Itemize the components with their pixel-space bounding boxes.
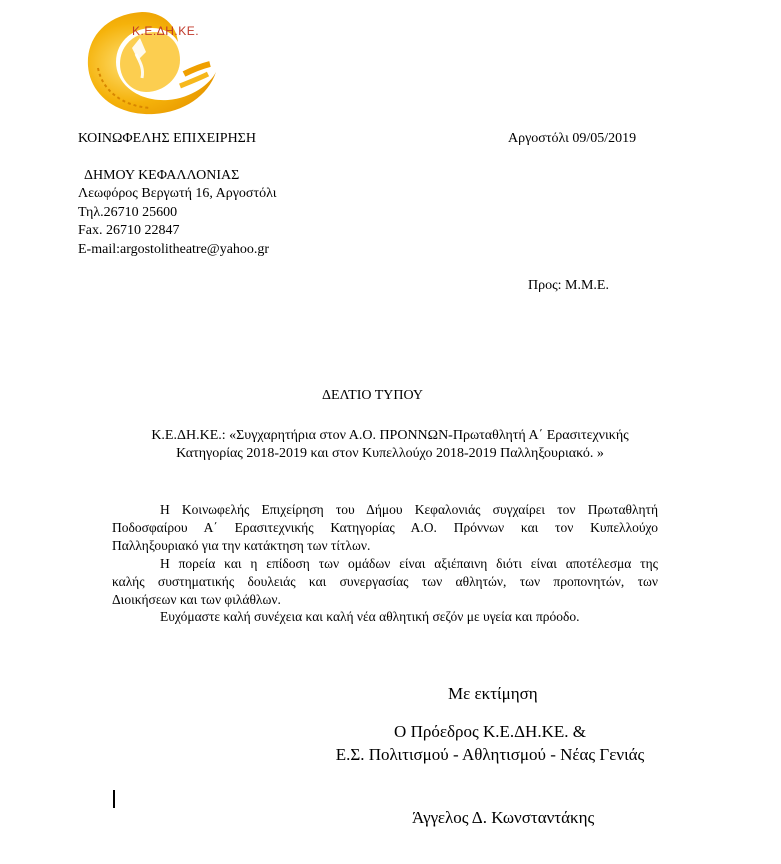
subject-line2: Κατηγορίας 2018-2019 και στον Κυπελλούχο 2018-2019 Παλληξουριακό. »: [176, 446, 604, 461]
body-p1-line: Ποδοσφαίρου Α΄ Ερασιτεχνικής Κατηγορίας Α.Ο. Πρόννων και τον Κυπελλούχο: [112, 520, 658, 535]
org-name-line2: ΔΗΜΟΥ ΚΕΦΑΛΛΟΝΙΑΣ: [84, 168, 240, 183]
signer-role-line2: Ε.Σ. Πολιτισμού - Αθλητισμού - Νέας Γενιάς: [335, 745, 645, 764]
logo-text: Κ.Ε.ΔΗ.ΚΕ.: [132, 24, 200, 38]
email: E-mail:argostolitheatre@yahoo.gr: [78, 242, 270, 257]
subject-line1: Κ.Ε.ΔΗ.ΚΕ.: «Συγχαρητήρια στον Α.Ο. ΠΡΟΝΝΩΝ-Πρωταθλητή Α΄ Ερασιτεχνικής: [151, 428, 629, 443]
body-paragraph-3: Ευχόμαστε καλή συνέχεια και καλή νέα αθλητική σεζόν με υγεία και πρόοδο.: [160, 609, 580, 624]
body-paragraph-1: [112, 501, 658, 555]
text-cursor: [113, 790, 115, 808]
body-p2-line: Διοικήσεων και των φιλάθλων.: [112, 592, 281, 607]
signer-name: Άγγελος Δ. Κωνσταντάκης: [412, 808, 595, 827]
address: Λεωφόρος Βεργωτή 16, Αργοστόλι: [78, 186, 277, 201]
place-date: Αργοστόλι 09/05/2019: [508, 131, 637, 146]
fax: Fax. 26710 22847: [78, 223, 180, 238]
body-p1-line: Η Κοινωφελής Επιχείρηση του Δήμου Κεφαλονιάς συγχαίρει τον Πρωταθλητή: [160, 502, 658, 517]
org-name-line1: ΚΟΙΝΩΦΕΛΗΣ ΕΠΙΧΕΙΡΗΣΗ: [78, 131, 256, 146]
recipient: Προς: Μ.Μ.Ε.: [528, 278, 609, 293]
signer-role-line1: Ο Πρόεδρος Κ.Ε.ΔΗ.ΚΕ. &: [394, 722, 586, 741]
closing-regards: Με εκτίμηση: [448, 684, 538, 703]
body-p1-line: Παλληξουριακό για την κατάκτηση των τίτλων.: [112, 538, 371, 553]
body-paragraph-2: [112, 555, 658, 609]
phone: Τηλ.26710 25600: [78, 205, 178, 220]
body-p2-line: καλής συστηματικής δουλειάς και συνεργασίας των αθλητών, των προπονητών, των: [112, 574, 658, 589]
document-title: ΔΕΛΤΙΟ ΤΥΠΟΥ: [322, 388, 424, 403]
body-p2-line: Η πορεία και η επίδοση των ομάδων είναι αξιέπαινη διότι είναι αποτέλεσμα της: [160, 556, 658, 571]
